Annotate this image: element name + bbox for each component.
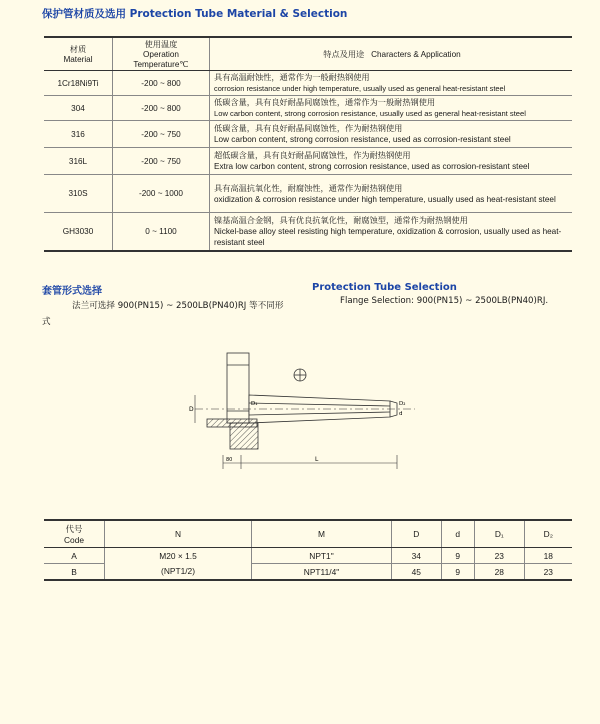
material-table	[44, 36, 572, 252]
temp-cell: 0 ~ 1100	[113, 213, 210, 251]
D1-cell: 23	[475, 548, 525, 564]
D-cell: 34	[391, 548, 441, 564]
material-cell: 316	[44, 121, 113, 148]
selection-heading-cn: 套管形式选择	[42, 286, 102, 297]
selection-heading-en: Protection Tube Selection	[312, 282, 457, 293]
D2-cell: 23	[524, 564, 572, 581]
char-cn: 具有高温耐蚀性，通常作为一般耐热钢使用	[214, 73, 370, 82]
table-row	[44, 71, 572, 96]
material-cell: 310S	[44, 175, 113, 213]
header-D: D	[391, 520, 441, 548]
table-row	[44, 121, 572, 148]
temp-cell: -200 ~ 800	[113, 96, 210, 121]
temp-cell: -200 ~ 800	[113, 71, 210, 96]
header-material-cn: 材质	[69, 45, 87, 54]
char-en: Extra low carbon content, strong corrosion resistance, used as corrosion-resistant steel	[214, 162, 530, 171]
header-char-en: Characters & Application	[371, 49, 461, 59]
header-code-en: Code	[63, 535, 85, 545]
table-row	[44, 148, 572, 175]
header-D1: D₁	[475, 520, 525, 548]
table-row	[44, 548, 572, 564]
table-row	[44, 175, 572, 213]
flange-note-cn: 法兰可选择 900(PN15) ~ 2500LB(PN40)RJ 等不同形式	[42, 301, 284, 327]
label-D1: D₁	[251, 401, 258, 407]
char-en: Low carbon content, strong corrosion resistance, usually used as general heat-resistant steel	[214, 109, 526, 118]
N-cell: (NPT1/2)	[105, 564, 252, 581]
D-cell: 45	[391, 564, 441, 581]
char-cn: 低碳含量，具有良好耐晶间腐蚀性，作为耐热钢使用	[214, 124, 403, 133]
header-material-en: Material	[63, 55, 93, 64]
label-d: d	[399, 411, 403, 417]
label-dim: 80	[226, 457, 233, 463]
d-cell: 9	[441, 548, 474, 564]
tube-drawing	[185, 345, 425, 475]
char-cn: 低碳含量，具有良好耐晶间腐蚀性，通常作为一般耐热钢使用	[214, 98, 436, 107]
d-cell: 9	[441, 564, 474, 581]
header-char-cn: 特点及用途	[323, 49, 365, 59]
material-cell: GH3030	[44, 213, 113, 251]
M-cell: NPT11/4"	[252, 564, 392, 581]
temp-cell: -200 ~ 750	[113, 121, 210, 148]
N-cell: M20 × 1.5	[105, 548, 252, 564]
header-temp-cn: 使用温度	[144, 40, 178, 49]
code-table-header	[44, 520, 572, 548]
temp-cell: -200 ~ 750	[113, 148, 210, 175]
char-cn: 具有高温抗氧化性，耐腐蚀性，通常作为耐热钢使用	[214, 183, 403, 193]
material-cell: 304	[44, 96, 113, 121]
flange-shape	[227, 353, 249, 423]
char-en: Low carbon content, strong corrosion resistance, used as corrosion-resistant steel	[214, 135, 511, 144]
code-table	[44, 519, 572, 581]
header-N: N	[105, 520, 252, 548]
header-code-cn: 代号	[65, 524, 83, 534]
code-cell: B	[44, 564, 105, 581]
flange-note-en: Flange Selection: 900(PN15) ~ 2500LB(PN40)RJ.	[340, 296, 549, 306]
header-M: M	[252, 520, 392, 548]
M-cell: NPT1"	[252, 548, 392, 564]
D1-cell: 28	[475, 564, 525, 581]
material-cell: 316L	[44, 148, 113, 175]
material-cell: 1Cr18Ni9Ti	[44, 71, 113, 96]
char-cn: 超低碳含量，具有良好耐晶间腐蚀性，作为耐热钢使用	[214, 151, 411, 160]
char-en: oxidization & corrosion resistance under high temperature, usually used as heat-resistant steel	[214, 194, 556, 204]
section-title: 保护管材质及选用 Protection Tube Material & Selection	[42, 8, 348, 20]
char-cn: 镍基高温合金钢，具有优良抗氧化性，耐腐蚀型，通常作为耐热钢使用	[214, 215, 468, 225]
code-cell: A	[44, 548, 105, 564]
header-d: d	[441, 520, 474, 548]
header-D2: D₂	[524, 520, 572, 548]
label-D2: D₂	[399, 401, 406, 407]
D2-cell: 18	[524, 548, 572, 564]
char-en: Nickel-base alloy steel resisting high temperature, oxidization & corrosion, usually used as heat-resistant steel	[214, 226, 562, 247]
table-row	[44, 564, 572, 581]
table-row	[44, 96, 572, 121]
label-L: L	[315, 456, 319, 463]
char-en: corrosion resistance under high temperature, usually used as general heat-resistant steel	[214, 84, 506, 93]
table-row	[44, 213, 572, 251]
label-D: D	[189, 406, 194, 413]
material-table-header	[44, 37, 572, 71]
temp-cell: -200 ~ 1000	[113, 175, 210, 213]
header-temp-en: Operation Temperature℃	[133, 50, 189, 69]
